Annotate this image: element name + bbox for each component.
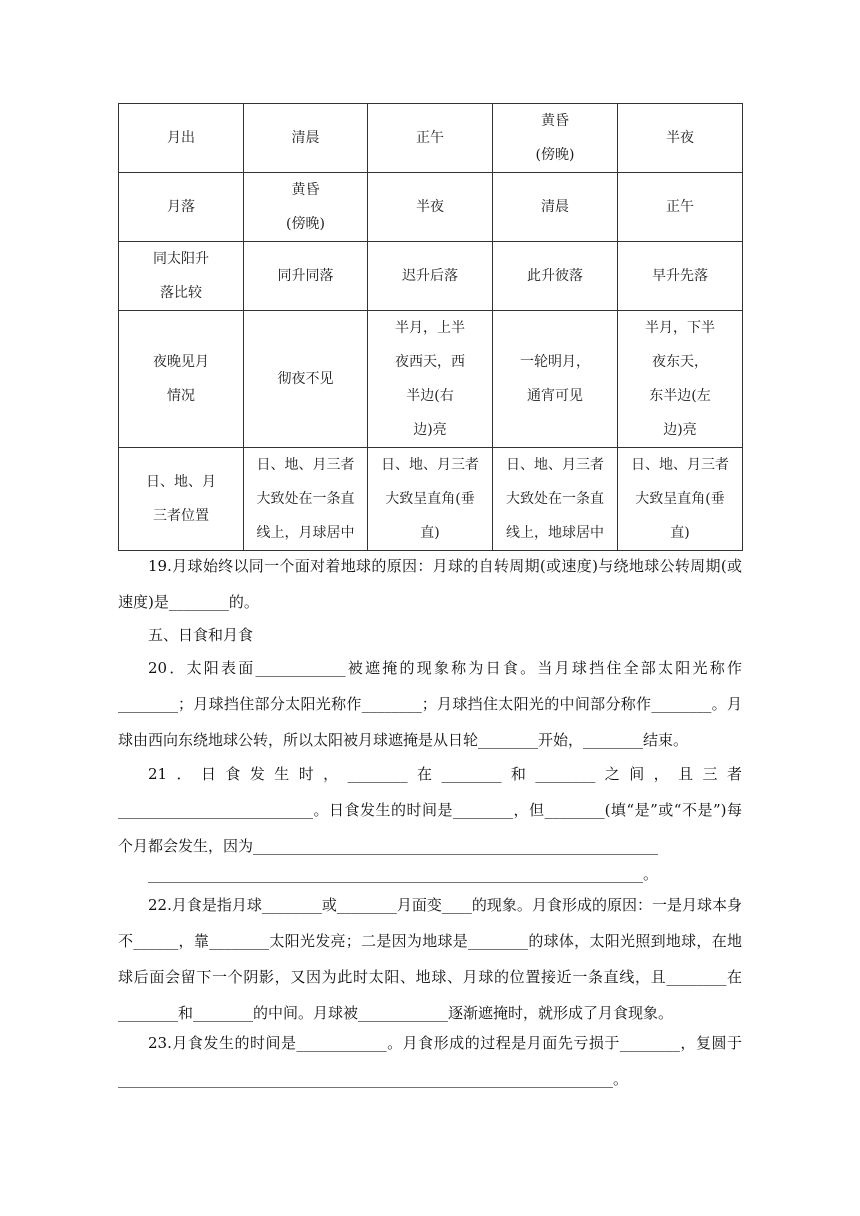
table-cell: 正午 <box>618 173 743 242</box>
row-label: 月出 <box>119 104 244 173</box>
table-row <box>119 242 743 311</box>
table-row <box>119 173 743 242</box>
table-cell: 迟升后落 <box>368 242 493 311</box>
table-cell: 半夜 <box>618 104 743 173</box>
table-cell: 正午 <box>368 104 493 173</box>
question-21-continued: __________________________________________________________________。 <box>148 865 659 883</box>
table-cell: 一轮明月， 通宵可见 <box>493 311 618 448</box>
table-cell: 半月，上半 夜西天，西 半边(右 边)亮 <box>368 311 493 448</box>
table-cell: 半月，下半 夜东天， 东半边(左 边)亮 <box>618 311 743 448</box>
table-cell: 日、地、月三者 大致处在一条直 线上，地球居中 <box>493 448 618 551</box>
table-row <box>119 448 743 551</box>
table-cell: 清晨 <box>493 173 618 242</box>
table-cell: 同升同落 <box>244 242 368 311</box>
row-label: 日、地、月 三者位置 <box>119 448 244 551</box>
question-21: 21．日食发生时，________在________和________之间，且三者__________________________。日食发生的时间是________，但________(填“是”或“不是”)每个月都会发生，因为______________________________________________________ <box>118 765 742 855</box>
table-cell: 此升彼落 <box>493 242 618 311</box>
question-20: 20．太阳表面____________被遮掩的现象称为日食。当月球挡住全部太阳光称作________；月球挡住部分太阳光称作________；月球挡住太阳光的中间部分称作________。月球由西向东绕地球公转，所以太阳被月球遮掩是从日轮________开始，________结束。 <box>118 659 742 749</box>
table-cell: 黄昏 (傍晚) <box>493 104 618 173</box>
table-cell: 日、地、月三者 大致呈直角(垂 直) <box>618 448 743 551</box>
table-cell: 日、地、月三者 大致呈直角(垂 直) <box>368 448 493 551</box>
table-cell: 彻夜不见 <box>244 311 368 448</box>
table-cell: 黄昏 (傍晚) <box>244 173 368 242</box>
moon-phase-table <box>118 103 743 551</box>
table-cell: 清晨 <box>244 104 368 173</box>
table-cell: 早升先落 <box>618 242 743 311</box>
table-row <box>119 104 743 173</box>
table-cell: 日、地、月三者 大致处在一条直 线上，月球居中 <box>244 448 368 551</box>
question-19: 19.月球始终以同一个面对着地球的原因：月球的自转周期(或速度)与绕地球公转周期(或速度)是________的。 <box>118 557 742 611</box>
row-label: 同太阳升 落比较 <box>119 242 244 311</box>
row-label: 月落 <box>119 173 244 242</box>
row-label: 夜晚见月 情况 <box>119 311 244 448</box>
table-cell: 半夜 <box>368 173 493 242</box>
question-23: 23.月食发生的时间是____________。月食形成的过程是月面先亏损于________，复圆于__________________________________________________________________。 <box>118 1034 742 1088</box>
table-row <box>119 311 743 448</box>
section-heading: 五、日食和月食 <box>148 626 254 644</box>
question-22: 22.月食是指月球________或________月面变____的现象。月食形成的原因：一是月球本身不______，靠________太阳光发亮；二是因为地球是________的球体，太阳光照到地球，在地球后面会留下一个阴影，又因为此时太阳、地球、月球的位置接近一条直线，且________在________和________的中间。月球被____________逐渐遮掩时，就形成了月食现象。 <box>118 896 742 1022</box>
